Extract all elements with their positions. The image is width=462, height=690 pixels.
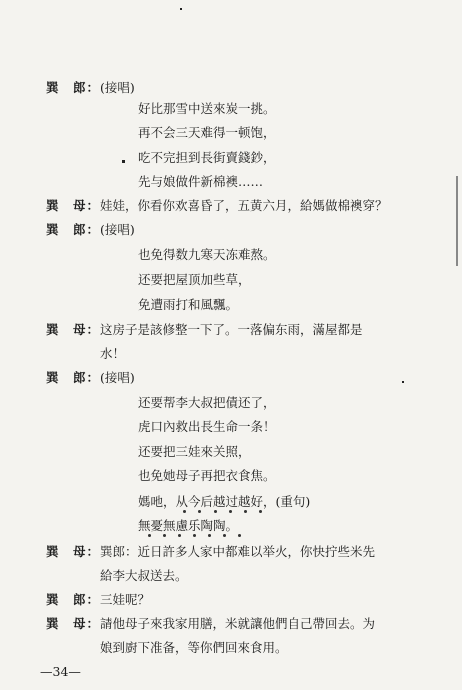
verse-line: 給李大叔送去。 [100, 568, 188, 583]
dialogue-line: (接唱) [100, 80, 135, 95]
speaker-label: 巽 母： [46, 322, 101, 337]
dialogue-line: 这房子是該修整一下了。一落偏东雨，滿屋都是 [100, 322, 363, 337]
speaker-label: 巽 母： [46, 198, 101, 213]
verse-line: 虎口內救出長生命一条！ [138, 419, 276, 434]
verse-line: 再不会三天难得一顿饱， [138, 125, 276, 140]
verse-line: 也免她母子再把衣食焦。 [138, 468, 276, 483]
verse-line: 吃不完担到長街賣錢鈔， [138, 150, 276, 165]
scan-speck [122, 160, 125, 163]
emphasis-dot [178, 534, 181, 537]
speaker-label: 巽 郎： [46, 80, 101, 95]
verse-line: 先与娘做件新棉襖…… [138, 174, 264, 189]
verse-line: 水！ [100, 346, 126, 361]
verse-line: 还要把屋顶加些草， [138, 272, 251, 287]
emphasis-dot [223, 534, 226, 537]
dialogue-line: 請他母子來我家用膳，米就讓他們自己帶回去。为 [100, 616, 376, 631]
dialogue-line: 三娃呢？ [100, 592, 151, 607]
verse-line: 媽吔，从今后越过越好，(重句) [138, 494, 311, 509]
dialogue-line: 巽郎：近日許多人家中都难以举火，你快拧些米先 [100, 544, 376, 559]
dialogue-line: (接唱) [100, 370, 135, 385]
emphasis-dot [163, 534, 166, 537]
emphasis-dot [244, 510, 247, 513]
verse-line: 免遭雨打和風飄。 [138, 297, 239, 312]
emphasis-dot [208, 534, 211, 537]
scan-speck [456, 176, 458, 266]
verse-line: 娘到廚下准备，等你們回來食用。 [100, 640, 288, 655]
emphasis-dot [259, 510, 262, 513]
dialogue-line: 娃娃，你看你欢喜昏了，五黄六月，給媽做棉襖穿？ [100, 198, 388, 213]
emphasis-dot [193, 534, 196, 537]
dialogue-line: (接唱) [100, 222, 135, 237]
verse-line: 好比那雪中送來炭一挑。 [138, 101, 276, 116]
verse-line: 还要帮李大叔把債还了， [138, 395, 276, 410]
speaker-label: 巽 母： [46, 544, 101, 559]
emphasis-dot [238, 534, 241, 537]
emphasis-dot [229, 510, 232, 513]
emphasis-dot [198, 510, 201, 513]
speaker-label: 巽 母： [46, 616, 101, 631]
speaker-label: 巽 郎： [46, 370, 101, 385]
verse-line: 也免得数九寒天冻难熬。 [138, 247, 276, 262]
speaker-label: 巽 郎： [46, 222, 101, 237]
speaker-label: 巽 郎： [46, 592, 101, 607]
verse-line: 还要把三娃來关照， [138, 444, 251, 459]
scan-speck [180, 8, 182, 10]
emphasis-dot [148, 534, 151, 537]
emphasis-dot [214, 510, 217, 513]
emphasis-dot [183, 510, 186, 513]
scan-speck [402, 381, 404, 383]
verse-line: 無憂無慮乐陶陶。 [138, 518, 239, 533]
page-number: —34— [40, 664, 81, 679]
